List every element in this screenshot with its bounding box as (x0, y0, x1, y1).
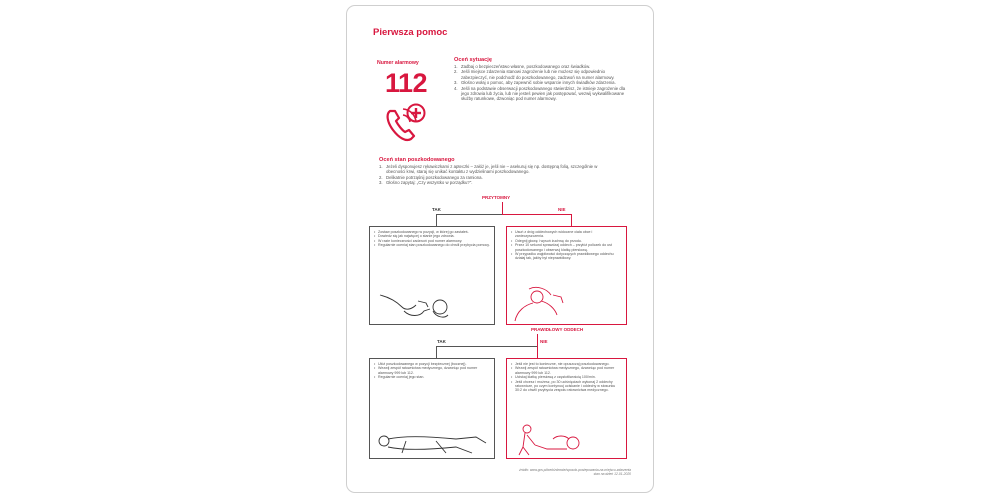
recovery-position-illustration (376, 429, 490, 457)
airway-check-illustration (511, 279, 571, 323)
conscious-no-box (506, 226, 627, 325)
list-item: • Regularnie oceniaj stan poszkodowanego do chwili przybycia pomocy. (374, 243, 490, 247)
assess-situation-title: Oceń sytuację (454, 57, 492, 63)
list-item: • Zostaw poszkodowanego w pozycji, w której go zastałeś. (374, 230, 490, 234)
flow-connector (537, 346, 538, 358)
list-item: 4. Jeśli na podstawie obserwacji poszkodowanego stwierdzisz, że istnieje zagrożenie dla jego zdrowia lub życia, lub nie jesteś pewien jak postępować, wezwij wykwalifikowane służby ratunkowe, dzwoniąc pod numer alarmowy. (454, 85, 626, 102)
flow-connector (502, 214, 572, 215)
list-item: 1. Zadbaj o bezpieczeństwo własne, poszkodowanego oraz świadków. (454, 64, 591, 69)
list-item: • Jeśli nie jest to konieczne, nie opuszczaj poszkodowanego. (511, 362, 622, 366)
list-item: • Ułóż poszkodowanego w pozycji bezpiecznej (bocznej). (374, 362, 490, 366)
list-item: • Odegnij głowę i wysuń żuchwę do przodu. (511, 239, 622, 243)
list-item: • Jeśli chcesz i możesz, po 30 uciśnięciach wykonaj 2 oddechy ratownicze, po czym kontynuuj uciskanie i oddechy w stosunku 30:2 do chwili przybycia zespołu ratownictwa medycznego. (511, 380, 622, 393)
list-item: • Dowiedz się jak najwięcej o stanie jego zdrowia. (374, 234, 490, 238)
emergency-number: 112 (385, 68, 428, 98)
flow-connector (436, 346, 437, 358)
list-item: • W razie konieczności zadzwoń pod numer alarmowy. (374, 239, 490, 243)
no-label: NIE (540, 339, 548, 344)
normal-breathing-label: PRAWIDŁOWY ODDECH (531, 327, 584, 332)
list-item: • W przypadku wątpliwości dotyczących prawidłowego oddechu działaj tak, jakby był nieprawidłowy. (511, 252, 622, 261)
no-label: NIE (558, 207, 566, 212)
phone-emergency-icon (383, 102, 429, 144)
emergency-label: Numer alarmowy (377, 60, 419, 66)
assess-victim-title: Oceń stan poszkodowanego (379, 157, 455, 163)
list-item: • Przez 10 sekund sprawdzaj oddech – przyłóż policzek do ust poszkodowanego i obserwuj klatkę piersiową. (511, 243, 622, 252)
yes-label: TAK (432, 207, 441, 212)
list-item: 3. Głośno zapytaj: „Czy wszystko w porządku?”. (379, 180, 473, 186)
assess-victim-section (379, 157, 615, 186)
breathing-no-box (506, 358, 627, 459)
list-item: • Regularnie oceniaj jego stan. (374, 375, 490, 379)
list-item: • Uciskaj klatkę piersiową z częstotliwością 100/min. (511, 375, 622, 379)
list-item: • Usuń z dróg oddechowych widoczne ciała obce i zanieczyszczenia. (511, 230, 622, 239)
list-item: 2. Delikatnie potrząśnij poszkodowanego za ramiona. (379, 174, 483, 180)
flow-connector (537, 334, 538, 346)
flow-connector (436, 346, 538, 347)
breathing-yes-box (369, 358, 495, 459)
list-item: • Wezwij zespół ratownictwa medycznego, dzwoniąc pod numer alarmowy 999 lub 112. (511, 366, 622, 375)
footer-source: źródło: www.gov.pl/web/zdrowie/sposob-postepowania-na-miejscu-zdarzenia stan na dzień 12-01-2020 (519, 468, 631, 477)
conscious-label: PRZYTOMNY (482, 195, 511, 200)
cpr-illustration (517, 423, 587, 457)
assess-situation-section (454, 57, 630, 102)
list-item: 3. Głośno wołaj o pomoc, aby zapewnić sobie wsparcie innych świadków zdarzenia. (454, 80, 616, 86)
flow-connector (436, 214, 437, 226)
talking-to-victim-illustration (378, 287, 458, 323)
list-item: 1. Jeżeli dysponujesz rękawiczkami z apteczki – załóż je, jeśli nie – asekuruj się np. dostępną folią, szczególnie w obecności krwi, staraj się unikać kontaktu z wydzielinami poszkodowanego. (379, 164, 598, 175)
list-item: • Wezwij zespół ratownictwa medycznego, dzwoniąc pod numer alarmowy 999 lub 112. (374, 366, 490, 375)
conscious-yes-box (369, 226, 495, 325)
flow-connector (436, 214, 503, 215)
page-title: Pierwsza pomoc (373, 27, 448, 38)
first-aid-poster (346, 5, 654, 493)
yes-label: TAK (437, 339, 446, 344)
list-item: 2. Jeśli miejsce zdarzenia stanowi zagrożenie lub nie możesz się odpowiednio zabezpieczyć, nie podchodź do poszkodowanego, zadzwoń na numer alarmowy. (454, 69, 615, 80)
flow-connector (571, 214, 572, 226)
